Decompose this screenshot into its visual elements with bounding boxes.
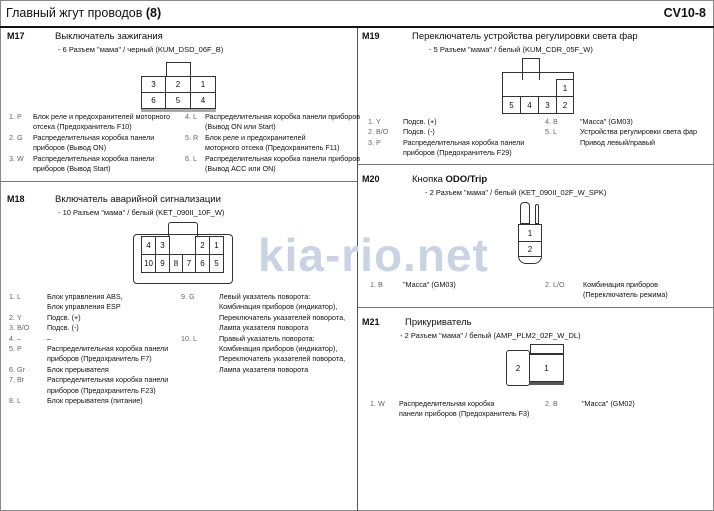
pin-description (219, 292, 345, 334)
pin-number: 2. L/O (545, 280, 565, 289)
pin-number: 5. R (185, 132, 199, 142)
m21-pins-right (545, 399, 635, 409)
pin-row (181, 334, 345, 376)
pin-description-line: Блок управления ESP (47, 302, 121, 312)
pin-description (582, 399, 635, 409)
pin-description-line: отсека (Предохранитель F10) (33, 122, 132, 132)
pin-number: 4. – (9, 333, 21, 343)
pin-row (368, 117, 524, 127)
pin-number: 4. L (185, 112, 197, 121)
pin-description (47, 313, 81, 323)
m17-title: Выключатель зажигания (55, 31, 163, 42)
pin-number: 7. Br (9, 375, 25, 385)
watermark: kia-rio.net (258, 229, 489, 281)
m18-cell: 4 (141, 236, 156, 255)
pin-row (9, 292, 168, 313)
pin-number: 1. B (370, 280, 383, 289)
pin-description (47, 334, 51, 344)
pin-description (47, 323, 79, 333)
m19-title: Переключатель устройства регулировки света фар (412, 31, 638, 42)
m19-cell: 4 (520, 96, 539, 114)
m18-cell: 10 (141, 254, 156, 273)
m19-cell: 3 (538, 96, 557, 114)
pin-description (47, 292, 123, 313)
pin-description-line: Правый указатель поворота: (219, 333, 315, 343)
pin-description-line: Подсв. (+) (47, 312, 81, 322)
pin-row (545, 399, 635, 409)
m18-cell: 9 (155, 254, 170, 273)
m17-cell: 5 (165, 92, 191, 109)
m18-subtitle: - 10 Разъем "мама" / белый (KET_090II_10F_W) (58, 208, 225, 217)
pin-description-line: (Переключатель режима) (583, 290, 668, 300)
pin-description-line: Комбинация приборов (583, 280, 658, 289)
pin-description (33, 154, 154, 175)
m21-subtitle: - 2 Разъем "мама" / белый (AMP_PLM2_02F_W_DL) (400, 331, 581, 340)
m19-cell: 5 (502, 96, 521, 114)
pin-row (9, 313, 168, 323)
pin-description-line: Блок прерывателя (47, 364, 109, 374)
pin-description-line: приборов (Вывод Start) (33, 164, 111, 174)
m19-pins-left (368, 117, 524, 159)
pin-description (205, 154, 360, 175)
m17-pins-left (9, 112, 170, 174)
pin-description-line: Распределительная коробка панели (33, 132, 155, 142)
pin-description-line: "Масса" (GM02) (582, 399, 635, 408)
title-text: Главный жгут проводов (6, 6, 143, 20)
m18-cell: 8 (169, 254, 183, 273)
pin-description-line: моторного отсека (Предохранитель F11) (205, 143, 340, 153)
m18-connector (133, 222, 233, 284)
pin-description-line: Лампа указателя поворота (219, 364, 309, 374)
page-code: CV10-8 (663, 6, 706, 20)
pin-description-line: Распределительная коробка панели (47, 375, 169, 385)
pin-description-line: Подсв. (+) (403, 117, 437, 126)
pin-description-line: Блок реле и предохранителей (205, 132, 306, 142)
pin-description-line: Распределительная коробка панели (33, 153, 155, 163)
pin-description (580, 117, 633, 127)
m20-pins-right (545, 280, 668, 301)
m19-subtitle: - 5 Разъем "мама" / белый (KUM_CDR_05F_W) (429, 45, 593, 54)
pin-description-line: "Масса" (GM03) (580, 117, 633, 126)
pin-description-line: Распределительная коробка панели приборов (205, 153, 361, 163)
pin-row (181, 292, 345, 334)
pin-description-line: Блок реле и предохранителей моторного (33, 112, 171, 121)
m17-pins-right (185, 112, 360, 174)
pin-number: 1. W (370, 399, 385, 408)
m17-subtitle: - 6 Разъем "мама" / черный (KUM_DSD_06F_B) (58, 45, 224, 54)
m21-label: M21 (362, 317, 380, 327)
m19-cell: 2 (556, 96, 574, 114)
pin-row (185, 112, 360, 133)
pin-number: 3. B/O (9, 323, 30, 333)
pin-number: 5. P (9, 344, 22, 354)
pin-number: 1. L (9, 292, 21, 301)
m19-label: M19 (362, 31, 380, 41)
pin-description-line: Подсв. (-) (403, 127, 435, 137)
pin-row (545, 280, 668, 301)
pin-description (403, 127, 435, 137)
pin-description (399, 399, 529, 420)
pin-number: 2. G (9, 132, 23, 142)
pin-number: 3. W (9, 153, 24, 163)
pin-description-line: Переключатель указателей поворота, (219, 312, 346, 322)
pin-number: 3. P (368, 137, 381, 147)
pin-description-line: Левый указатель поворота: (219, 292, 311, 301)
m17-cell: 1 (190, 76, 216, 93)
pin-row (9, 323, 168, 333)
m17-cell: 2 (165, 76, 191, 93)
pin-row (185, 133, 360, 154)
pin-description (33, 133, 154, 154)
pin-description-line: Переключатель указателей поворота, (219, 354, 346, 364)
pin-number: 1. Y (368, 117, 381, 126)
pin-row (9, 365, 168, 375)
pin-description-line: (Вывод ON или Start) (205, 122, 276, 132)
pin-row (9, 154, 170, 175)
m21-cell: 1 (529, 354, 564, 382)
pin-description (205, 133, 340, 154)
m17-cell: 4 (190, 92, 216, 109)
pin-description-line: Лампа указателя поворота (219, 323, 309, 333)
pin-row (9, 334, 168, 344)
pin-description-line: Подсв. (-) (47, 323, 79, 333)
m20-connector (518, 202, 544, 264)
m18-pins-right (181, 292, 345, 375)
pin-description-line: панели приборов (Предохранитель F3) (399, 409, 530, 419)
pin-description-line: приборов (Предохранитель F7) (47, 354, 152, 364)
pin-description-line: приборов (Предохранитель F29) (403, 148, 512, 158)
section-divider (358, 164, 714, 165)
m18-cell: 3 (155, 236, 170, 255)
pin-number: 8. L (9, 396, 21, 406)
m18-cell: 5 (209, 254, 224, 273)
pin-description (403, 138, 524, 159)
m19-pins-right (545, 117, 697, 148)
pin-description-line: приборов (Предохранитель F23) (47, 385, 156, 395)
pin-number: 5. L (545, 127, 557, 137)
pin-description (47, 365, 109, 375)
pin-description-line: Распределительная коробка панели (47, 344, 169, 354)
pin-row (545, 127, 697, 148)
m18-title: Включатель аварийной сигнализации (55, 194, 221, 205)
pin-number: 6. Gr (9, 364, 25, 374)
page-title (6, 6, 161, 20)
m21-connector (506, 344, 566, 388)
m18-label: M18 (7, 194, 25, 204)
pin-description-line: приборов (Вывод ON) (33, 143, 107, 153)
m18-cell: 2 (195, 236, 210, 255)
m20-cell: 1 (518, 224, 542, 242)
section-divider (0, 181, 357, 182)
pin-number: 1. P (9, 112, 22, 121)
m18-cell: 7 (182, 254, 196, 273)
m17-connector (141, 62, 216, 112)
m18-cell: 1 (209, 236, 224, 255)
pin-description-line: Устройства регулировки света фар (580, 127, 698, 137)
m19-cell: 1 (556, 79, 574, 97)
pin-description-line: "Масса" (GM03) (403, 280, 456, 289)
section-divider (358, 307, 714, 308)
m21-cell: 2 (506, 350, 530, 386)
pin-row (9, 344, 168, 365)
pin-description (580, 127, 697, 148)
m17-cell: 6 (141, 92, 166, 109)
pin-description-line: (Вывод ACC или ON) (205, 164, 276, 174)
pin-number: 4. B (545, 117, 558, 126)
pin-row (370, 399, 529, 420)
m21-title: Прикуриватель (405, 317, 472, 328)
m17-label: M17 (7, 31, 25, 41)
pin-row (9, 375, 168, 396)
pin-number: 6. L (185, 153, 197, 163)
pin-description (47, 375, 168, 396)
m19-connector (502, 58, 574, 116)
pin-description (219, 334, 345, 376)
pin-number: 2. Y (9, 312, 22, 322)
pin-row (185, 154, 360, 175)
pin-description (33, 112, 170, 133)
pin-description-line: Распределительная коробка панели (403, 137, 525, 147)
pin-number: 10. L (181, 333, 197, 343)
pin-row (545, 117, 697, 127)
pin-number: 9. G (181, 292, 195, 301)
pin-description-line: Комбинация приборов (индикатор), (219, 302, 338, 312)
m20-title-text: Кнопка (412, 174, 446, 185)
pin-description (403, 117, 437, 127)
m20-subtitle: - 2 Разъем "мама" / белый (KET_090II_02F_W_SPK) (425, 188, 607, 197)
pin-row (370, 280, 456, 290)
pin-description (403, 280, 456, 290)
m20-label: M20 (362, 174, 380, 184)
m21-pins-left (370, 399, 529, 420)
pin-description-line: – (47, 333, 51, 343)
m20-title (412, 174, 487, 185)
pin-description (47, 344, 168, 365)
m18-pins-left (9, 292, 168, 406)
title-number: (8) (145, 6, 162, 20)
pin-number: 2. B (545, 399, 558, 408)
m20-cell: 2 (518, 241, 542, 257)
pin-row (368, 127, 524, 137)
pin-description-line: Привод левый/правый (580, 137, 656, 147)
pin-description-line: Распределительная коробка (399, 399, 495, 408)
pin-row (9, 112, 170, 133)
m20-pins-left (370, 280, 456, 290)
pin-row (9, 396, 168, 406)
pin-description (583, 280, 668, 301)
pin-description-line: Распределительная коробка панели приборов (205, 112, 361, 121)
pin-description-line: Блок прерывателя (питание) (47, 396, 143, 406)
m18-cell: 6 (195, 254, 210, 273)
pin-description (47, 396, 143, 406)
pin-description-line: Комбинация приборов (индикатор), (219, 344, 338, 354)
pin-description-line: Блок управления ABS, (47, 292, 123, 301)
m20-title-bold: ODO/Trip (445, 174, 488, 185)
pin-number: 2. B/O (368, 127, 389, 137)
m17-cell: 3 (141, 76, 166, 93)
pin-row (368, 138, 524, 159)
pin-description (205, 112, 360, 133)
pin-row (9, 133, 170, 154)
